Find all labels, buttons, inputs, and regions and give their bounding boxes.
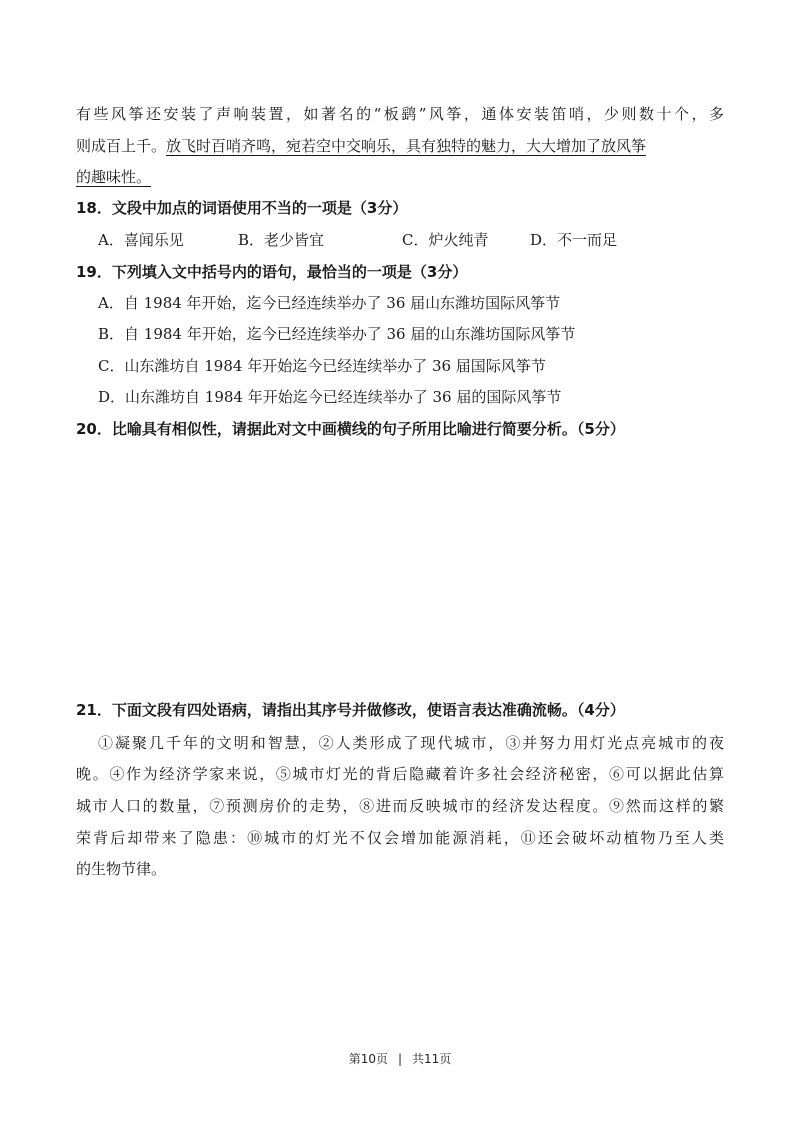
q19-option-b: B．自 1984 年开始，迄今已经连续举办了 36 届的山东潍坊国际风筝节 <box>98 325 576 343</box>
page-total: 共11页 <box>412 1052 452 1066</box>
passage-line-1: 有些风筝还安装了声响装置，如著名的“板鹞”风筝，通体安装笛哨，少则数十个，多 <box>76 105 724 123</box>
q18-option-a: A．喜闻乐见 <box>98 231 184 249</box>
question-18-options <box>98 230 617 250</box>
q21-text-line-3: 城市人口的数量，⑦预测房价的走势，⑧进而反映城市的经济发达程度。⑨然而这样的繁 <box>76 797 724 815</box>
underlined-sentence-part-2: 的趣味性。 <box>76 168 152 186</box>
q21-text-line-5: 的生物节律。 <box>76 860 167 878</box>
passage-line-2 <box>76 136 646 156</box>
q18-option-b: B．老少皆宜 <box>238 231 325 249</box>
q21-text-line-2: 晚。④作为经济学家来说，⑤城市灯光的背后隐藏着许多社会经济秘密，⑥可以据此估算 <box>76 765 724 783</box>
q19-option-a: A．自 1984 年开始，迄今已经连续举办了 36 届山东潍坊国际风筝节 <box>98 294 561 312</box>
question-19-stem: 19．下列填入文中括号内的语句，最恰当的一项是（3分） <box>76 263 468 281</box>
q19-option-c: C．山东潍坊自 1984 年开始迄今已经连续举办了 36 届国际风筝节 <box>98 357 546 375</box>
passage-line-2-plain: 则成百上千。 <box>76 137 167 155</box>
q18-option-d: D．不一而足 <box>530 231 618 249</box>
q21-text-line-4: 荣背后却带来了隐患：⑩城市的灯光不仅会增加能源消耗，⑪还会破坏动植物乃至人类 <box>76 829 724 847</box>
question-21-stem: 21．下面文段有四处语病，请指出其序号并做修改，使语言表达准确流畅。（4分） <box>76 701 625 719</box>
q18-option-c: C．炉火纯青 <box>402 231 489 249</box>
q21-text-line-1: ①凝聚几千年的文明和智慧，②人类形成了现代城市，③并努力用灯光点亮城市的夜 <box>98 734 724 752</box>
footer-separator: | <box>397 1052 403 1066</box>
page-number: 第10页 <box>348 1052 388 1066</box>
underlined-sentence-part-1: 放飞时百哨齐鸣，宛若空中交响乐，具有独特的魅力，大大增加了放风筝 <box>166 137 647 155</box>
q19-option-d: D．山东潍坊自 1984 年开始迄今已经连续举办了 36 届的国际风筝节 <box>98 388 562 406</box>
page-footer <box>0 1050 800 1067</box>
question-18-stem: 18．文段中加点的词语使用不当的一项是（3分） <box>76 199 408 217</box>
question-20-stem: 20．比喻具有相似性，请据此对文中画横线的句子所用比喻进行简要分析。（5分） <box>76 420 625 438</box>
